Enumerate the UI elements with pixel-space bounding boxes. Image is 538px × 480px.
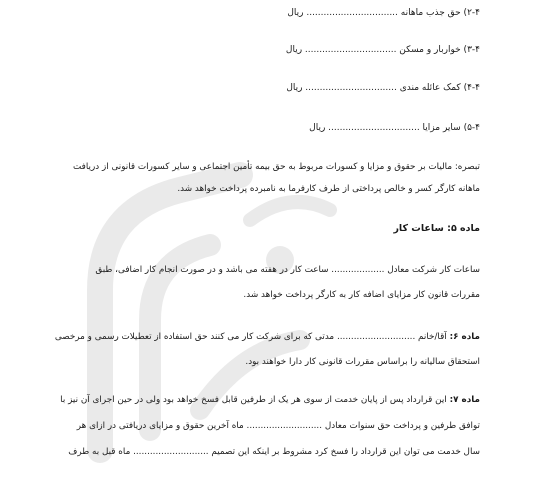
article7-line-2: توافق طرفین و پرداخت حق سنوات معادل ........................... ماه آخرین حقوق و مزایای دریافتی در ازای هر	[76, 421, 480, 431]
benefit-item-other: ۵-۴) سایر مزایا ................................ ریال	[309, 123, 480, 133]
article5-line-1: ساعات کار شرکت معادل ................... ساعت کار در هفته می باشد و در صورت انجام کار اضافی، طبق	[95, 265, 480, 275]
article7-label: ماده ۷:	[449, 395, 480, 405]
note-line-1: تبصره: مالیات بر حقوق و مزایا و کسورات مربوط به حق بیمه تأمین اجتماعی و سایر کسورات قانونی از دریافت	[73, 162, 480, 172]
benefit-item-food-housing: ۳-۴) خواربار و مسکن ................................ ریال	[285, 45, 480, 55]
benefit-item-housing-bonus: ۲-۴) حق جذب ماهانه ................................ ریال	[287, 8, 480, 18]
article6-line-2: استحقاق سالیانه را براساس مقررات قانونی کار دارا خواهند بود.	[245, 357, 480, 367]
article5-heading: ماده ۵: ساعات کار	[393, 223, 480, 234]
article6-text: آقا/خانم ............................ مدتی که برای شرکت کار می کنند حق استفاده از تعطیلات رسمی و مرخصی	[54, 332, 450, 342]
article5-line-2: مقررات قانون کار مزایای اضافه کار به کارگر پرداخت خواهد شد.	[243, 290, 480, 300]
note-line-2: ماهانه کارگر کسر و خالص پرداختی از طرف کارفرما به نامبرده پرداخت خواهد شد.	[177, 184, 480, 194]
article7-line-3: سال خدمت می توان این قرارداد را فسخ کرد مشروط بر اینکه این تصمیم ........................... ماه قبل به طرف	[68, 447, 480, 457]
benefit-item-family-allowance: ۴-۴) کمک عائله مندی ................................ ریال	[286, 83, 480, 93]
article6-label: ماده ۶:	[449, 332, 480, 342]
article7-text: این قرارداد پس از پایان خدمت از سوی هر یک از طرفین قابل فسخ خواهد بود ولی در حین اجرای آن نیز با	[60, 395, 450, 405]
article6-line-1	[54, 331, 480, 343]
article7-line-1	[60, 394, 480, 406]
